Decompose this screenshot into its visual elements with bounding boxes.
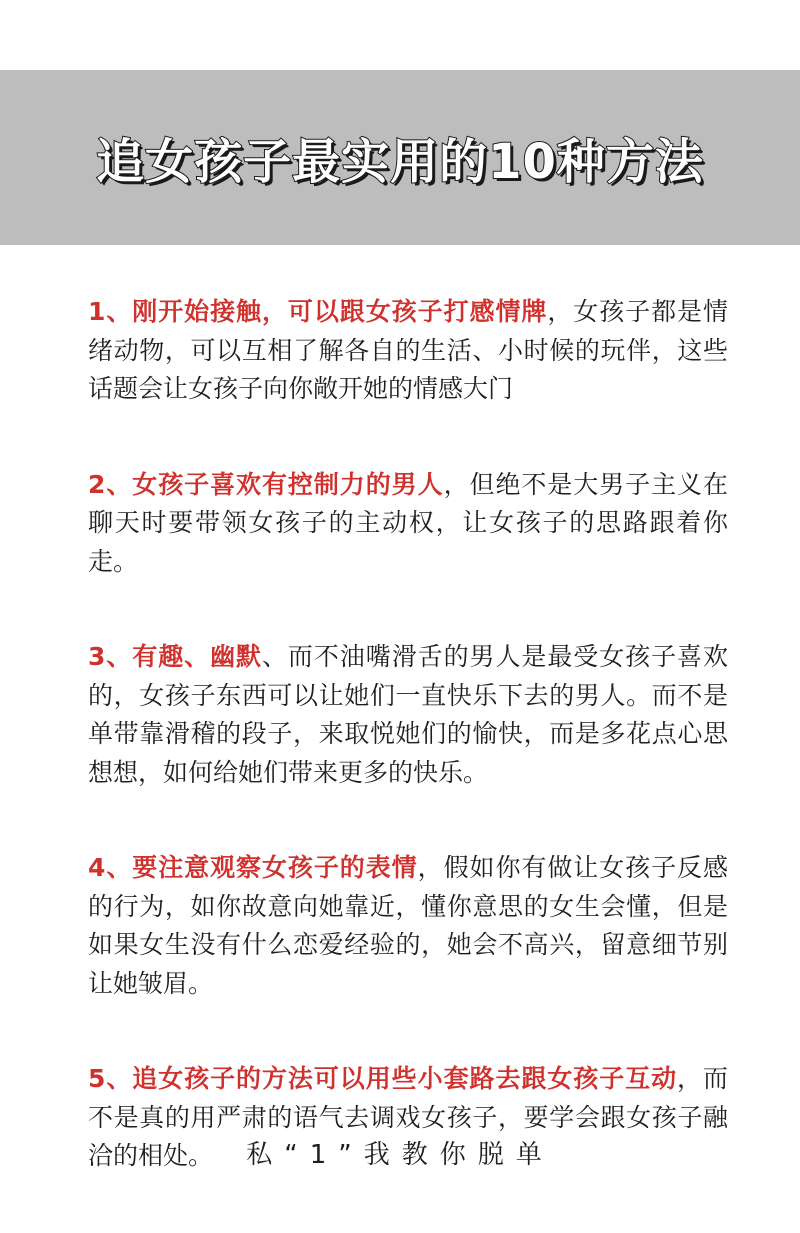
tip-4 — [88, 849, 728, 1003]
tip-text: 、而不油嘴滑舌的男人是最受女孩子喜欢的，女孩子东西可以让她们一直快乐下去的男人。而不是单带靠滑稽的段子，来取悦她们的愉快，而是多花点心思想想，如何给她们带来更多的快乐。 — [88, 642, 728, 787]
title-banner — [0, 70, 800, 245]
tip-highlight: 2、女孩子喜欢有控制力的男人 — [88, 469, 444, 499]
tip-2 — [88, 466, 728, 582]
tip-text: ，女孩子都是情绪动物，可以互相了解各自的生活、小时候的玩伴，这些话题会让女孩子向你敞开她的情感大门 — [88, 297, 728, 403]
tip-highlight: 4、要注意观察女孩子的表情 — [88, 853, 418, 882]
tip-highlight: 5、追女孩子的方法可以用些小套路去跟女孩子互动 — [88, 1064, 678, 1093]
tip-text: ，而不是真的用严肃的语气去调戏女孩子，要学会跟女孩子融洽的相处。 — [88, 1064, 728, 1170]
tip-text: ，假如你有做让女孩子反感的行为，如你故意向她靠近，懂你意思的女生会懂，但是如果女生没有什么恋爱经验的，她会不高兴，留意细节别让她皱眉。 — [88, 853, 728, 998]
page-title: 追女孩子最实用的10种方法 — [96, 134, 704, 190]
tip-highlight: 1、刚开始接触，可以跟女孩子打感情牌 — [88, 297, 548, 326]
tip-text: ，但绝不是大男子主义在聊天时要带领女孩子的主动权，让女孩子的思路跟着你走。 — [88, 469, 728, 576]
tip-1 — [88, 293, 728, 409]
tips-list — [88, 293, 728, 1233]
footer-cta: 私“1”我教你脱单 — [246, 1140, 554, 1170]
tip-highlight: 3、有趣、幽默 — [88, 642, 262, 671]
tip-3 — [88, 638, 728, 792]
